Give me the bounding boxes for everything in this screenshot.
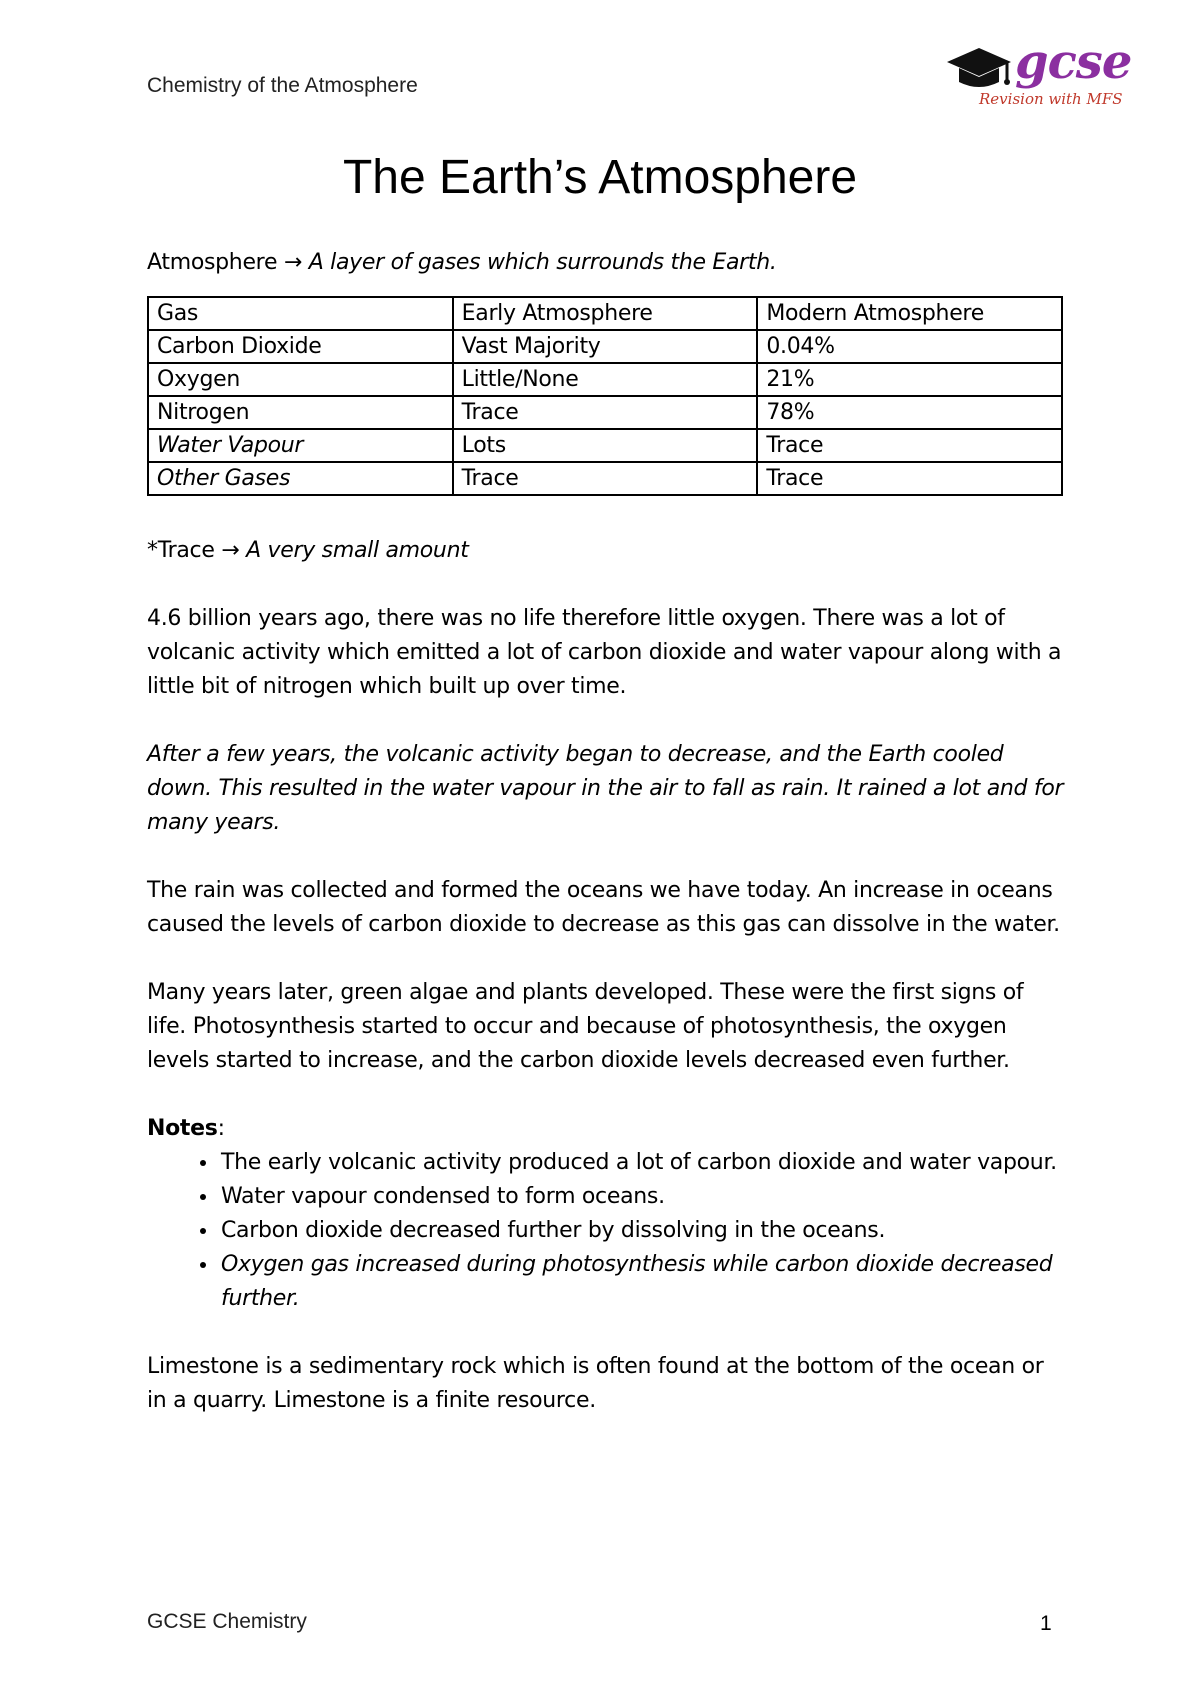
trace-note <box>147 534 1067 568</box>
table-header-cell: Early Atmosphere <box>453 297 758 330</box>
notes-label: Notes <box>147 1116 218 1141</box>
table-cell: Nitrogen <box>148 396 453 429</box>
page-title: The Earth’s Atmosphere <box>342 151 858 204</box>
notes-list <box>147 1146 1067 1316</box>
table-row <box>148 396 1062 429</box>
arrow-icon: → <box>221 538 240 563</box>
logo-text: gcse <box>1015 34 1132 90</box>
list-item: • Carbon dioxide decreased further by dissolving in the oceans. <box>219 1214 1067 1248</box>
table-cell: Trace <box>453 396 758 429</box>
paragraph: Many years later, green algae and plants developed. These were the first signs of life. Photosynthesis started to occur and because of photosynthesis, the oxygen levels started to increase, and the carbon dioxide levels decreased even further. <box>147 980 1024 1073</box>
logo-subtext: Revision with MFS <box>979 90 1123 108</box>
table-header-cell: Modern Atmosphere <box>757 297 1062 330</box>
document-body <box>147 246 1067 1452</box>
table-row <box>148 462 1062 495</box>
table-header-row <box>148 297 1062 330</box>
atmosphere-definition <box>147 246 1067 280</box>
arrow-icon: → <box>283 250 303 275</box>
list-item: • Water vapour condensed to form oceans. <box>219 1180 1067 1214</box>
table-cell: Trace <box>453 462 758 495</box>
table-cell: Vast Majority <box>453 330 758 363</box>
paragraph: The rain was collected and formed the oceans we have today. An increase in oceans caused the levels of carbon dioxide to decrease as this gas can dissolve in the water. <box>147 878 1060 937</box>
notes-colon: : <box>217 1116 225 1141</box>
table-cell: 21% <box>757 363 1062 396</box>
limestone-paragraph: Limestone is a sedimentary rock which is often found at the bottom of the ocean or in a quarry. Limestone is a finite resource. <box>147 1354 1044 1413</box>
definition-text: A layer of gases which surrounds the Earth. <box>308 250 777 275</box>
gcse-logo <box>945 34 1145 115</box>
table-row <box>148 363 1062 396</box>
gas-composition-table <box>147 296 1063 496</box>
table-row <box>148 429 1062 462</box>
table-cell: Little/None <box>453 363 758 396</box>
trace-term: *Trace <box>147 538 215 563</box>
notes-heading <box>147 1112 1067 1146</box>
footer-text: GCSE Chemistry <box>147 1610 307 1633</box>
trace-definition: A very small amount <box>246 538 469 563</box>
table-cell: Trace <box>757 429 1062 462</box>
table-cell: Other Gases <box>148 462 453 495</box>
page-number: 1 <box>1040 1612 1052 1635</box>
table-cell: 78% <box>757 396 1062 429</box>
list-item: • The early volcanic activity produced a lot of carbon dioxide and water vapour. <box>219 1146 1067 1180</box>
table-header-cell: Gas <box>148 297 453 330</box>
paragraph: After a few years, the volcanic activity began to decrease, and the Earth cooled down. This resulted in the water vapour in the air to fall as rain. It rained a lot and for many years. <box>147 742 1064 835</box>
table-cell: Carbon Dioxide <box>148 330 453 363</box>
table-cell: 0.04% <box>757 330 1062 363</box>
definition-term: Atmosphere <box>147 250 278 275</box>
table-cell: Lots <box>453 429 758 462</box>
list-item: • Oxygen gas increased during photosynthesis while carbon dioxide decreased further. <box>219 1248 1067 1316</box>
header-title: Chemistry of the Atmosphere <box>147 74 418 97</box>
table-cell: Oxygen <box>148 363 453 396</box>
graduation-cap-icon <box>945 44 1015 94</box>
table-cell: Water Vapour <box>148 429 453 462</box>
table-cell: Trace <box>757 462 1062 495</box>
paragraph: 4.6 billion years ago, there was no life therefore little oxygen. There was a lot of volcanic activity which emitted a lot of carbon dioxide and water vapour along with a little bit of nitrogen which built up over time. <box>147 606 1062 699</box>
table-row <box>148 330 1062 363</box>
